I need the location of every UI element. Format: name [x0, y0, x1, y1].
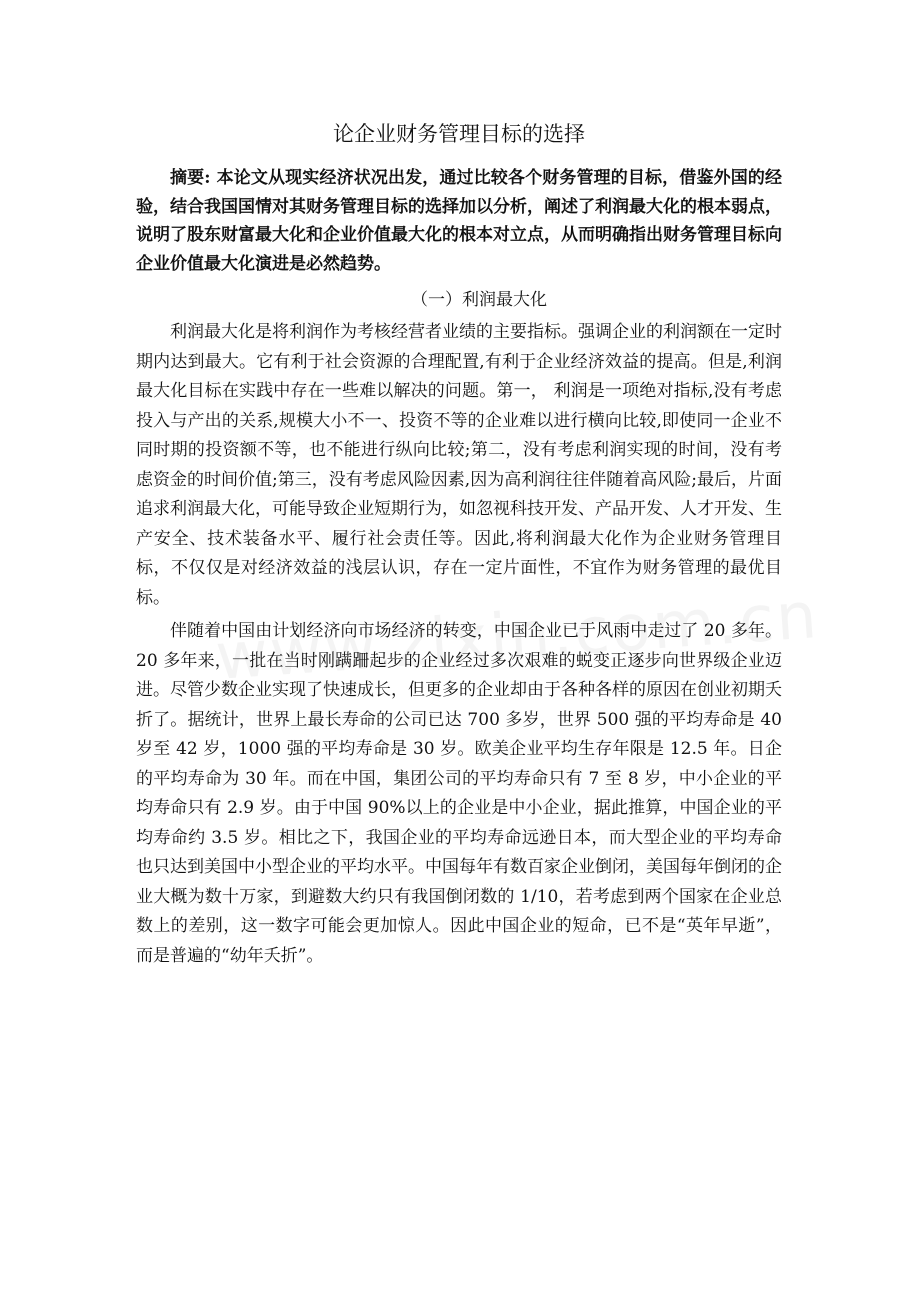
document-page — [136, 118, 782, 975]
document-title: 论企业财务管理目标的选择 — [333, 122, 585, 146]
abstract: 摘要: 本论文从现实经济状况出发，通过比较各个财务管理的目标，借鉴外国的经验，结合我国国情对其财务管理目标的选择加以分析，阐述了利润最大化的根本弱点，说明了股东财富最大化和企业价值最大化的根本对立点，从而明确指出财务管理目标向企业价值最大化演进是必然趋势。 — [136, 168, 782, 274]
paragraph-2: 伴随着中国由计划经济向市场经济的转变，中国企业已于风雨中走过了 20 多年。20 多年来，一批在当时刚蹒跚起步的企业经过多次艰难的蜕变正逐步向世界级企业迈进。尽管少数企业实现了快速成长，但更多的企业却由于各种各样的原因在创业初期夭折了。据统计，世界上最长寿命的公司已达 700 多岁，世界 500 强的平均寿命是 40 岁至 42 岁，1000 强的平均寿命是 30 岁。欧美企业平均生存年限是 12.5 年。日企的平均寿命为 30 年。而在中国，集团公司的平均寿命只有 7 至 8 岁，中小企业的平均寿命只有 2.9 岁。由于中国 90%以上的企业是中小企业，据此推算，中国企业的平均寿命约 3.5 岁。相比之下，我国企业的平均寿命远逊日本，而大型企业的平均寿命也只达到美国中小型企业的平均水平。中国每年有数百家企业倒闭，美国每年倒闭的企业大概为数十万家，到避数大约只有我国倒闭数的 1/10，若考虑到两个国家在企业总数上的差别，这一数字可能会更加惊人。因此中国企业的短命，已不是“英年早逝”，而是普遍的“幼年夭折”。 — [136, 621, 782, 966]
section-heading: （一）利润最大化 — [411, 290, 547, 311]
paragraph-1: 利润最大化是将利润作为考核经营者业绩的主要指标。强调企业的利润额在一定时期内达到最大。它有利于社会资源的合理配置,有利于企业经济效益的提高。但是,利润最大化目标在实践中存在一些难以解决的问题。第一， 利润是一项绝对指标,没有考虑投入与产出的关系,规模大小不一、投资不等的企业难以进行横向比较,即使同一企业不同时期的投资额不等，也不能进行纵向比较;第二，没有考虑利润实现的时间，没有考虑资金的时间价值;第三，没有考虑风险因素,因为高利润往往伴随着高风险;最后，片面追求利润最大化，可能导致企业短期行为，如忽视科技开发、产品开发、人才开发、生产安全、技术装备水平、履行社会责任等。因此,将利润最大化作为企业财务管理目标，不仅仅是对经济效益的浅层认识，存在一定片面性，不宜作为财务管理的最优目标。 — [136, 322, 782, 608]
